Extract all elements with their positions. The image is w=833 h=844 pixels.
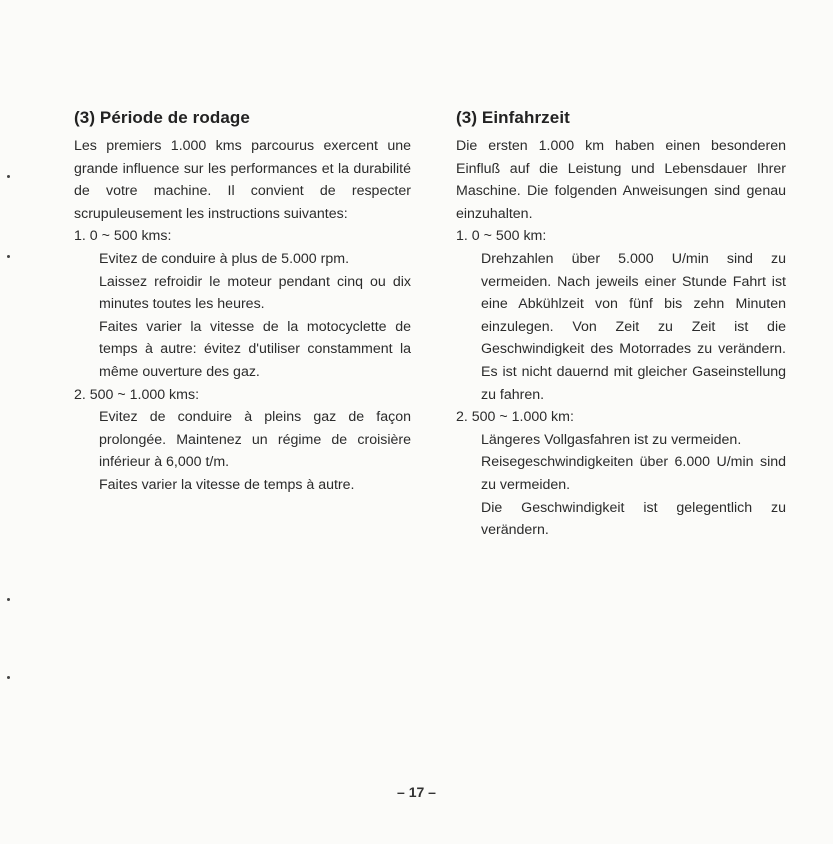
- french-intro: Les premiers 1.000 kms parcourus exercent une grande influence sur les performances et la durabilité de votre machine. Il convient de respecter scrupuleusement les instructions suivantes:: [74, 138, 411, 222]
- binding-hole-mark: [7, 598, 10, 601]
- french-item2-text-2: Faites varier la vitesse de temps à autre.: [99, 476, 355, 493]
- french-item1-text-2: Laissez refroidir le moteur pendant cinq ou dix minutes toutes les heures.: [99, 273, 411, 313]
- french-item1-text-1: Evitez de conduire à plus de 5.000 rpm.: [99, 250, 350, 267]
- binding-hole-mark: [7, 255, 10, 258]
- french-item1-text-3: Faites varier la vitesse de la motocyclette de temps à autre: évitez d'utiliser constamment la même ouverture des gaz.: [99, 318, 411, 380]
- page-number: – 17 –: [397, 784, 436, 800]
- german-column: [456, 107, 786, 542]
- french-column: [74, 107, 411, 497]
- binding-hole-mark: [7, 175, 10, 178]
- french-heading: (3) Période de rodage: [74, 108, 250, 127]
- german-item1-text-1: Drehzahlen über 5.000 U/min sind zu vermeiden. Nach jeweils einer Stunde Fahrt ist eine Abkühlzeit von fünf bis zehn Minuten einzulegen. Von Zeit zu Zeit ist die Geschwindigkeit des Motorrades zu verändern. Es ist nicht dauernd mit gleicher Gaseinstellung zu fahren.: [481, 250, 786, 403]
- german-heading: (3) Einfahrzeit: [456, 108, 570, 127]
- french-item1-heading: 1. 0 ~ 500 kms:: [74, 228, 172, 245]
- german-item2-text-2: Reisegeschwindigkeiten über 6.000 U/min sind zu vermeiden.: [481, 454, 786, 493]
- french-item2-text-1: Evitez de conduire à pleins gaz de façon prolongée. Maintenez un régime de croisière inférieur à 6,000 t/m.: [99, 409, 411, 471]
- german-item2-text-1: Längeres Vollgasfahren ist zu vermeiden.: [481, 431, 742, 448]
- german-item1-heading: 1. 0 ~ 500 km:: [456, 228, 547, 245]
- french-item2-heading: 2. 500 ~ 1.000 kms:: [74, 386, 200, 403]
- german-intro: Die ersten 1.000 km haben einen besonderen Einfluß auf die Leistung und Lebensdauer Ihrer Maschine. Die folgenden Anweisungen sind genau einzuhalten.: [456, 138, 786, 222]
- german-item2-heading: 2. 500 ~ 1.000 km:: [456, 409, 574, 426]
- binding-hole-mark: [7, 676, 10, 679]
- german-item2-text-3: Die Geschwindigkeit ist gelegentlich zu verändern.: [481, 499, 786, 539]
